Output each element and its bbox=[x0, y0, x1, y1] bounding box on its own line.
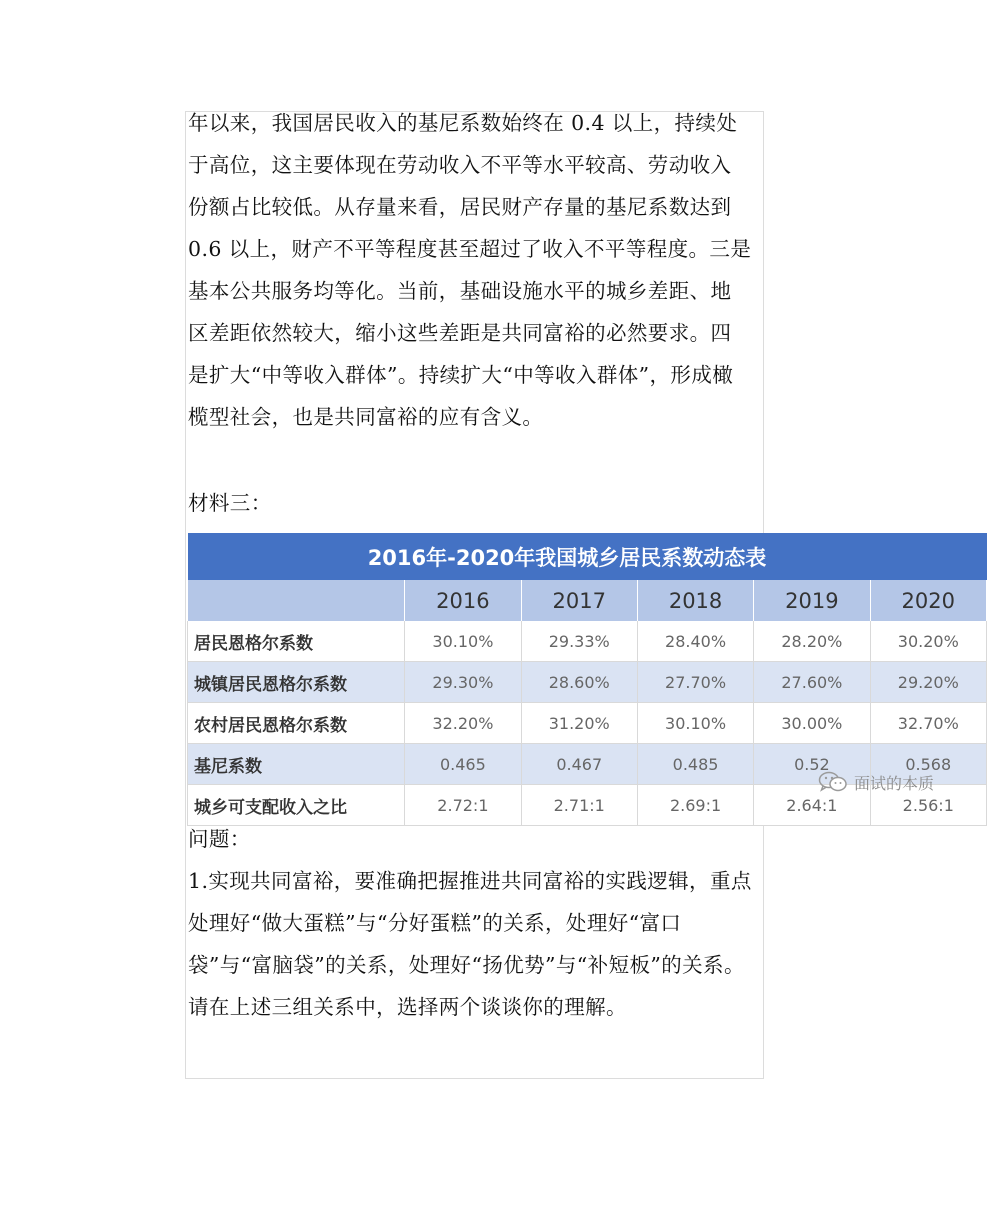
table-cell: 0.467 bbox=[521, 744, 637, 785]
row-label: 居民恩格尔系数 bbox=[188, 621, 405, 662]
table-cell: 29.30% bbox=[405, 662, 521, 703]
table-header-blank bbox=[188, 580, 405, 621]
table-cell: 30.10% bbox=[405, 621, 521, 662]
table-title: 2016年-2020年我国城乡居民系数动态表 bbox=[188, 533, 987, 580]
body-paragraph: 年以来，我国居民收入的基尼系数始终在 0.4 以上，持续处于高位，这主要体现在劳动收入不平等水平较高、劳动收入份额占比较低。从存量来看，居民财产存量的基尼系数达到 0.6 以上，财产不平等程度甚至超过了收入不平等程度。三是基本公共服务均等化。当前，基础设施水平的城乡差距、地区差距依然较大，缩小这些差距是共同富裕的必然要求。四是扩大“中等收入群体”。持续扩大“中等收入群体”，形成橄榄型社会，也是共同富裕的应有含义。 bbox=[188, 111, 752, 429]
table-row bbox=[188, 662, 987, 703]
watermark-text: 面试的本质 bbox=[854, 773, 935, 793]
table-cell: 32.70% bbox=[870, 703, 986, 744]
watermark bbox=[818, 770, 934, 794]
material-label: 材料三： bbox=[188, 491, 272, 515]
table-cell: 30.00% bbox=[754, 703, 870, 744]
table-cell: 0.485 bbox=[637, 744, 753, 785]
year-header: 2019 bbox=[754, 580, 870, 621]
row-label: 城镇居民恩格尔系数 bbox=[188, 662, 405, 703]
table-cell: 29.33% bbox=[521, 621, 637, 662]
table-cell: 2.64:1 bbox=[754, 785, 870, 826]
year-header: 2018 bbox=[637, 580, 753, 621]
row-label: 农村居民恩格尔系数 bbox=[188, 703, 405, 744]
row-label: 基尼系数 bbox=[188, 744, 405, 785]
table-cell: 0.568 bbox=[870, 744, 986, 785]
table-cell: 31.20% bbox=[521, 703, 637, 744]
table-cell: 2.69:1 bbox=[637, 785, 753, 826]
table-cell: 2.71:1 bbox=[521, 785, 637, 826]
table-cell: 2.56:1 bbox=[870, 785, 986, 826]
year-header: 2020 bbox=[870, 580, 986, 621]
wechat-icon bbox=[818, 771, 848, 793]
table-cell: 28.40% bbox=[637, 621, 753, 662]
table-cell: 29.20% bbox=[870, 662, 986, 703]
table-cell: 30.10% bbox=[637, 703, 753, 744]
table-cell: 2.72:1 bbox=[405, 785, 521, 826]
table-row bbox=[188, 621, 987, 662]
table-cell: 28.60% bbox=[521, 662, 637, 703]
table-cell: 27.60% bbox=[754, 662, 870, 703]
table-cell: 32.20% bbox=[405, 703, 521, 744]
year-header: 2017 bbox=[521, 580, 637, 621]
table-cell: 28.20% bbox=[754, 621, 870, 662]
table-cell: 0.465 bbox=[405, 744, 521, 785]
table-cell: 30.20% bbox=[870, 621, 986, 662]
question-label: 问题： bbox=[188, 827, 251, 851]
question-paragraph: 1.实现共同富裕，要准确把握推进共同富裕的实践逻辑，重点处理好“做大蛋糕”与“分好蛋糕”的关系，处理好“富口袋”与“富脑袋”的关系，处理好“扬优势”与“补短板”的关系。请在上述三组关系中，选择两个谈谈你的理解。 bbox=[188, 869, 752, 1019]
table-row bbox=[188, 703, 987, 744]
table-cell: 27.70% bbox=[637, 662, 753, 703]
year-header: 2016 bbox=[405, 580, 521, 621]
table-cell: 0.52 bbox=[754, 744, 870, 785]
row-label: 城乡可支配收入之比 bbox=[188, 785, 405, 826]
